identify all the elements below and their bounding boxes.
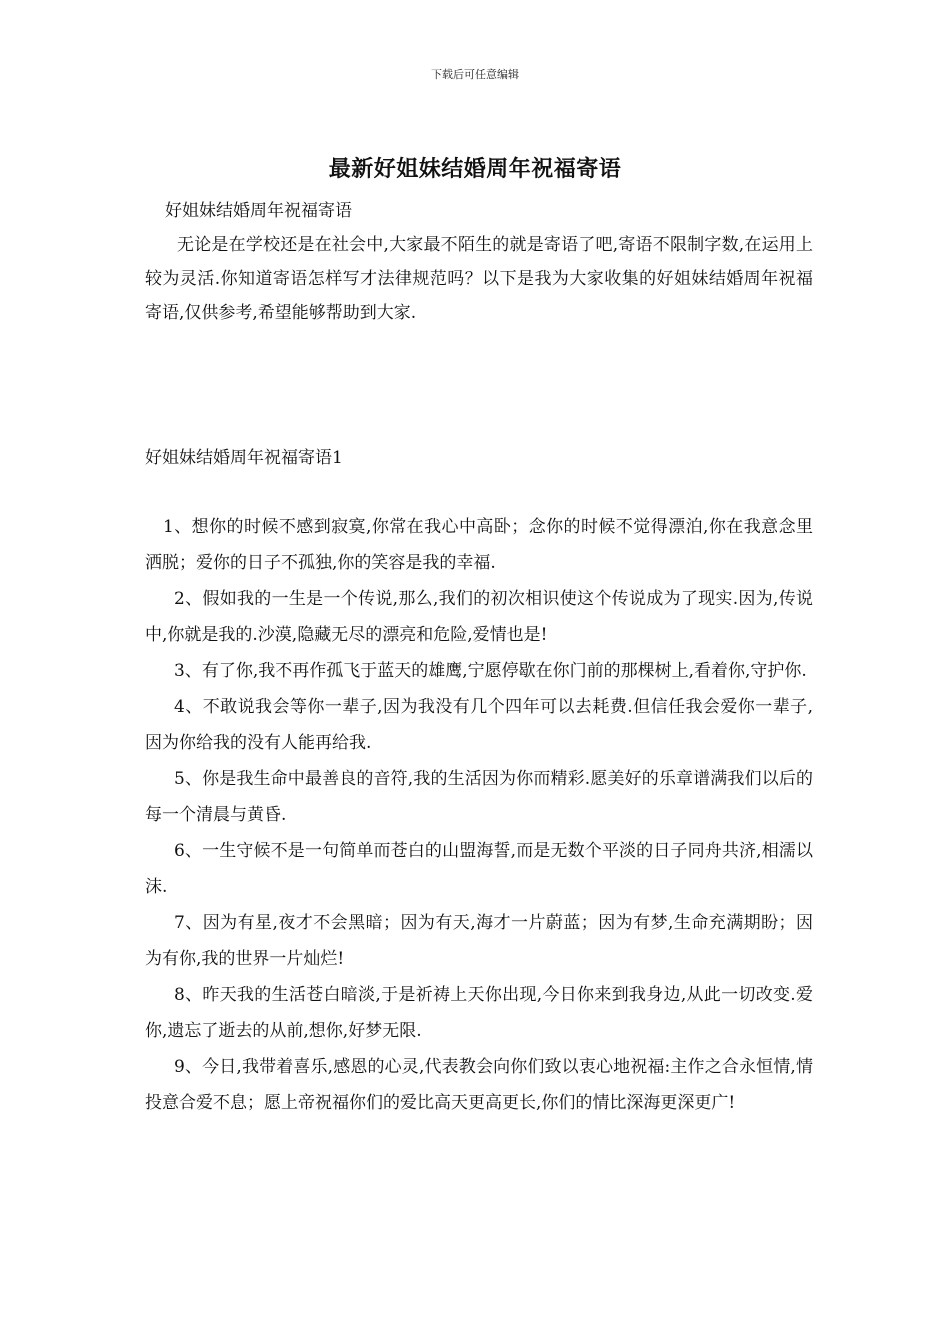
header-note: 下载后可任意编辑 xyxy=(431,68,519,81)
list-item: 3、有了你,我不再作孤飞于蓝天的雄鹰,宁愿停歇在你门前的那棵树上,看着你,守护你. xyxy=(174,661,807,681)
document-title: 最新好姐妹结婚周年祝福寄语 xyxy=(328,156,622,182)
document-subtitle: 好姐妹结婚周年祝福寄语 xyxy=(165,201,352,221)
list-item: 5、你是我生命中最善良的音符,我的生活因为你而精彩.愿美好的乐章谱满我们以后的每一个清晨与黄昏. xyxy=(145,769,813,825)
list-item: 4、不敢说我会等你一辈子,因为我没有几个四年可以去耗费.但信任我会爱你一辈子,因为你给我的没有人能再给我. xyxy=(145,697,813,753)
section-heading: 好姐妹结婚周年祝福寄语1 xyxy=(145,448,343,468)
list-item: 7、因为有星,夜才不会黑暗；因为有天,海才一片蔚蓝；因为有梦,生命充满期盼；因为有你,我的世界一片灿烂! xyxy=(145,913,813,969)
blessing-list xyxy=(145,509,813,1121)
list-item: 9、今日,我带着喜乐,感恩的心灵,代表教会向你们致以衷心地祝福:主作之合永恒情,情投意合爱不息；愿上帝祝福你们的爱比高天更高更长,你们的情比深海更深更广! xyxy=(145,1057,813,1113)
list-item: 1、想你的时候不感到寂寞,你常在我心中高卧；念你的时候不觉得漂泊,你在我意念里洒脱；爱你的日子不孤独,你的笑容是我的幸福. xyxy=(145,517,813,573)
intro-paragraph: 无论是在学校还是在社会中,大家最不陌生的就是寄语了吧,寄语不限制字数,在运用上较为灵活.你知道寄语怎样写才法律规范吗？以下是我为大家收集的好姐妹结婚周年祝福寄语,仅供参考,希望能够帮助到大家. xyxy=(145,235,813,323)
list-item: 8、昨天我的生活苍白暗淡,于是祈祷上天你出现,今日你来到我身边,从此一切改变.爱你,遗忘了逝去的从前,想你,好梦无限. xyxy=(145,985,813,1041)
list-item: 6、一生守候不是一句简单而苍白的山盟海誓,而是无数个平淡的日子同舟共济,相濡以沫. xyxy=(145,841,813,897)
list-item: 2、假如我的一生是一个传说,那么,我们的初次相识使这个传说成为了现实.因为,传说中,你就是我的.沙漠,隐藏无尽的漂亮和危险,爱情也是! xyxy=(145,589,813,645)
